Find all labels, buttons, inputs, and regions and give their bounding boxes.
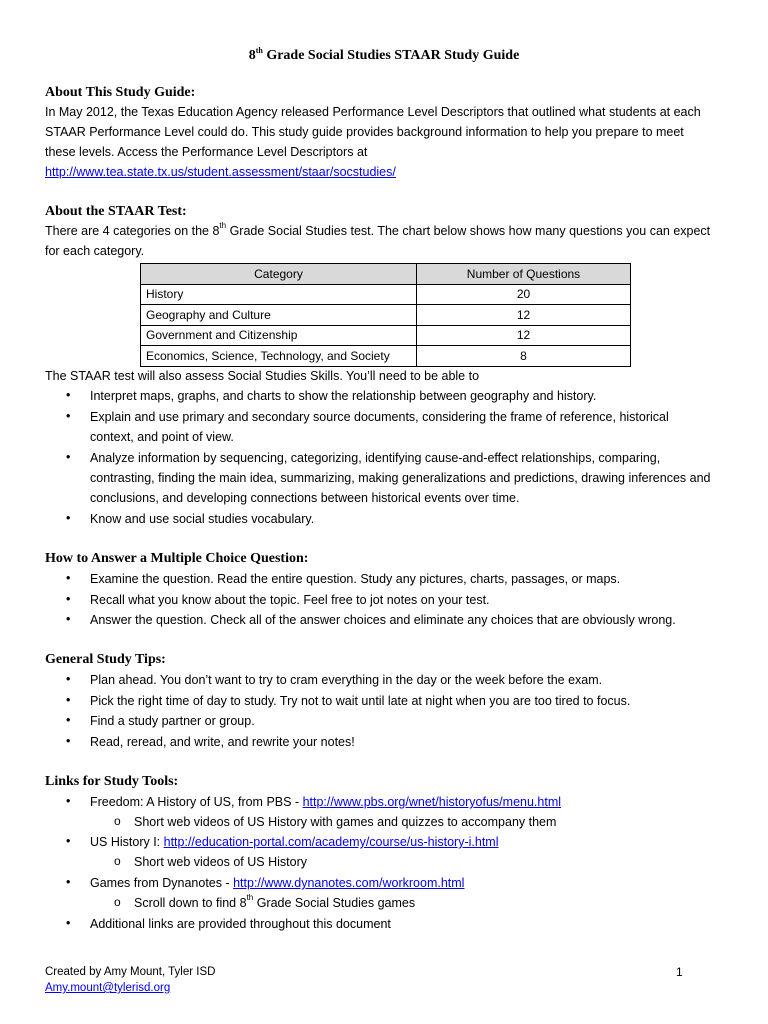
bullet-icon: • — [66, 409, 71, 423]
multiple-choice-item: Recall what you know about the topic. Feel free to jot notes on your test. — [90, 593, 490, 607]
link-item: Freedom: A History of US, from PBS - http://www.pbs.org/wnet/historyofus/menu.html — [90, 795, 562, 809]
skill-item: Analyze information by sequencing, categorizing, identifying cause-and-effect relationships, comparing, — [90, 451, 661, 465]
study-tip-item: Find a study partner or group. — [90, 714, 255, 728]
study-tip-item: Pick the right time of day to study. Try not to wait until late at night when you are too tired to focus. — [90, 694, 631, 708]
bullet-icon: • — [66, 875, 71, 889]
skills-intro: The STAAR test will also assess Social Studies Skills. You’ll need to be able to — [45, 369, 480, 383]
table-row — [141, 284, 631, 305]
table-cell-category: Geography and Culture — [141, 305, 417, 326]
skill-item-continued: contrasting, finding the main idea, summarizing, making generalizations and predictions, drawing inferences and — [90, 471, 711, 485]
table-cell-count: 8 — [417, 346, 631, 367]
link-sub-item: Short web videos of US History with games and quizzes to accompany them — [134, 815, 557, 829]
multiple-choice-item: Examine the question. Read the entire question. Study any pictures, charts, passages, or maps. — [90, 572, 621, 586]
table-cell-category: History — [141, 284, 417, 305]
study-tip-item: Read, reread, and write, and rewrite your notes! — [90, 735, 355, 749]
bullet-icon: • — [66, 916, 71, 930]
education-portal-link[interactable]: http://education-portal.com/academy/course/us-history-i.html — [163, 835, 499, 849]
about-test-line: There are 4 categories on the 8th Grade Social Studies test. The chart below shows how many questions you can expect — [45, 221, 711, 238]
about-guide-heading: About This Study Guide: — [45, 85, 196, 100]
skill-item-continued: conclusions, and developing connections between historical events over time. — [90, 491, 520, 505]
bullet-icon: • — [66, 450, 71, 464]
bullet-icon: • — [66, 612, 71, 626]
category-table — [140, 263, 631, 367]
footer-email-link[interactable]: Amy.mount@tylerisd.org — [45, 982, 171, 994]
table-row — [141, 346, 631, 367]
skill-item: Know and use social studies vocabulary. — [90, 512, 315, 526]
page-number: 1 — [676, 965, 683, 979]
table-cell-count: 20 — [417, 284, 631, 305]
bullet-icon: • — [66, 672, 71, 686]
study-tip-item: Plan ahead. You don’t want to try to cram everything in the day or the week before the exam. — [90, 673, 603, 687]
table-header-count: Number of Questions — [417, 264, 631, 285]
table-cell-count: 12 — [417, 325, 631, 346]
about-test-heading: About the STAAR Test: — [45, 204, 187, 219]
table-cell-category: Economics, Science, Technology, and Society — [141, 346, 417, 367]
bullet-icon: • — [66, 571, 71, 585]
skill-item: Explain and use primary and secondary source documents, considering the frame of reference, historical — [90, 410, 669, 424]
about-test-line: for each category. — [45, 244, 145, 258]
study-tips-heading: General Study Tips: — [45, 652, 166, 667]
table-row — [141, 305, 631, 326]
bullet-icon: • — [66, 693, 71, 707]
link-sub-item: Scroll down to find 8th Grade Social Studies games — [134, 893, 416, 910]
about-guide-line: In May 2012, the Texas Education Agency released Performance Level Descriptors that outlined what students at each — [45, 105, 701, 119]
page-title: 8th Grade Social Studies STAAR Study Guide — [248, 46, 520, 63]
sub-bullet-icon: o — [114, 814, 121, 828]
bullet-icon: • — [66, 713, 71, 727]
skill-item-continued: context, and point of view. — [90, 430, 234, 444]
bullet-icon: • — [66, 592, 71, 606]
bullet-icon: • — [66, 734, 71, 748]
sub-bullet-icon: o — [114, 895, 121, 909]
link-item: Games from Dynanotes - http://www.dynanotes.com/workroom.html — [90, 876, 465, 890]
bullet-icon: • — [66, 794, 71, 808]
tea-descriptors-link[interactable]: http://www.tea.state.tx.us/student.assessment/staar/socstudies/ — [45, 165, 396, 179]
bullet-icon: • — [66, 834, 71, 848]
link-item: Additional links are provided throughout this document — [90, 917, 391, 931]
links-heading: Links for Study Tools: — [45, 774, 179, 789]
sub-bullet-icon: o — [114, 854, 121, 868]
table-header-row — [141, 264, 631, 285]
link-item: US History I: http://education-portal.com/academy/course/us-history-i.html — [90, 835, 499, 849]
table-row — [141, 325, 631, 346]
link-sub-item: Short web videos of US History — [134, 855, 307, 869]
table-cell-category: Government and Citizenship — [141, 325, 417, 346]
multiple-choice-item: Answer the question. Check all of the answer choices and eliminate any choices that are obviously wrong. — [90, 613, 676, 627]
table-cell-count: 12 — [417, 305, 631, 326]
pbs-link[interactable]: http://www.pbs.org/wnet/historyofus/menu.html — [302, 795, 562, 809]
multiple-choice-heading: How to Answer a Multiple Choice Question: — [45, 551, 309, 566]
bullet-icon: • — [66, 511, 71, 525]
about-guide-line: STAAR Performance Level could do. This study guide provides background information to help you prepare to meet — [45, 125, 684, 139]
footer-credit: Created by Amy Mount, Tyler ISD — [45, 966, 216, 978]
dynanotes-link[interactable]: http://www.dynanotes.com/workroom.html — [233, 876, 465, 890]
about-guide-line: these levels. Access the Performance Level Descriptors at — [45, 145, 368, 159]
table-header-category: Category — [141, 264, 417, 285]
bullet-icon: • — [66, 388, 71, 402]
skill-item: Interpret maps, graphs, and charts to show the relationship between geography and history. — [90, 389, 597, 403]
